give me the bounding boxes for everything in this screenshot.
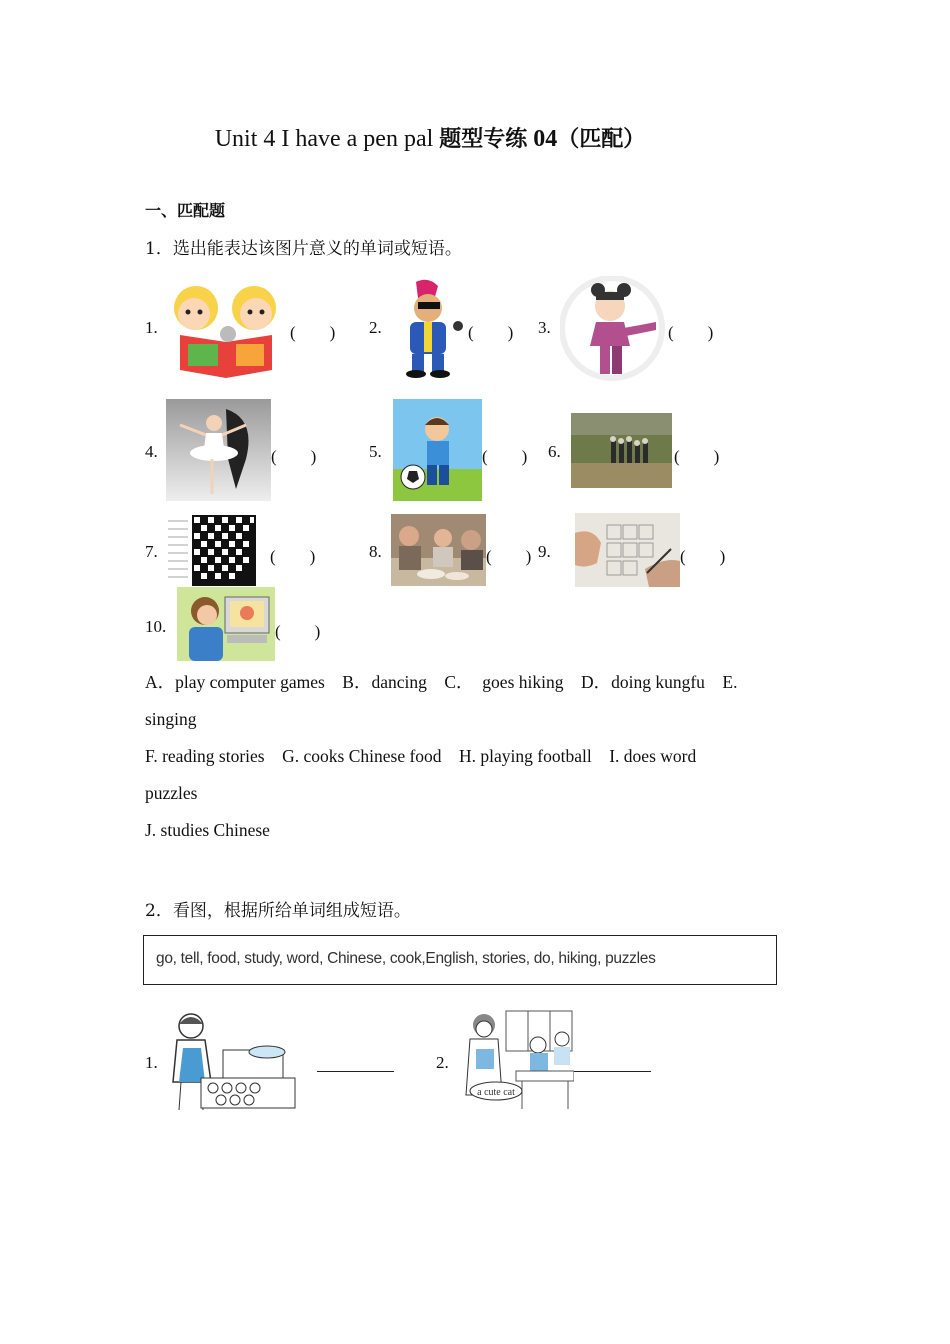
item-label: 2. [436, 1053, 449, 1072]
hikers-photo [571, 413, 672, 488]
item-label: 5. [369, 442, 382, 461]
word-bank: go, tell, food, study, word, Chinese, cook,English, stories, do, hiking, puzzles [156, 950, 656, 967]
crossword-icon [166, 513, 260, 588]
answer-paren[interactable]: ( ) [668, 323, 714, 342]
item-label: 9. [538, 542, 551, 561]
word-bank-box [143, 935, 777, 985]
options-line: A．play computer games B．dancing C． goes hiking D．doing kungfu E. [145, 672, 738, 692]
answer-paren[interactable]: ( ) [271, 447, 317, 466]
item-label: 3. [538, 318, 551, 337]
answer-blank[interactable] [317, 1070, 394, 1072]
q2-prompt: 2．看图，根据所给单词组成短语。 [145, 901, 411, 921]
football-boy-icon [393, 399, 482, 501]
reading-kids-icon [166, 280, 286, 380]
singer-icon [388, 278, 468, 378]
ballerina-icon [166, 399, 271, 501]
item-label: 8. [369, 542, 382, 561]
answer-paren[interactable]: ( ) [275, 622, 321, 641]
storytelling-class-drawing [462, 1009, 574, 1111]
item-label: 6. [548, 442, 561, 461]
cooking-woman-drawing [167, 1010, 297, 1112]
options-line: puzzles [145, 783, 198, 803]
options-line: J. studies Chinese [145, 820, 270, 840]
section-heading: 一、匹配题 [145, 201, 226, 220]
item-label: 1. [145, 1053, 158, 1072]
speech-bubble-caption: a cute cat [477, 1087, 515, 1098]
item-label: 4. [145, 442, 158, 461]
options-line: singing [145, 709, 197, 729]
page-title: Unit 4 I have a pen pal 题型专练 04（匹配） [214, 126, 646, 152]
answer-paren[interactable]: ( ) [482, 447, 528, 466]
cooking-photo [391, 514, 486, 586]
options-line: F. reading stories G. cooks Chinese food H. playing football I. does word [145, 746, 697, 766]
options-list [145, 664, 805, 849]
answer-paren[interactable]: ( ) [290, 323, 336, 342]
computer-girl-icon [177, 587, 275, 661]
item-label: 1. [145, 318, 158, 337]
answer-paren[interactable]: ( ) [486, 547, 532, 566]
kungfu-girl-icon [560, 276, 665, 381]
item-label: 2. [369, 318, 382, 337]
answer-paren[interactable]: ( ) [674, 447, 720, 466]
answer-paren[interactable]: ( ) [468, 323, 514, 342]
item-label: 10. [145, 617, 167, 636]
answer-paren[interactable]: ( ) [270, 547, 316, 566]
chinese-writing-photo [575, 513, 680, 587]
q1-prompt: 1．选出能表达该图片意义的单词或短语。 [145, 239, 462, 259]
answer-blank[interactable] [574, 1070, 651, 1072]
item-label: 7. [145, 542, 158, 561]
answer-paren[interactable]: ( ) [680, 547, 726, 566]
